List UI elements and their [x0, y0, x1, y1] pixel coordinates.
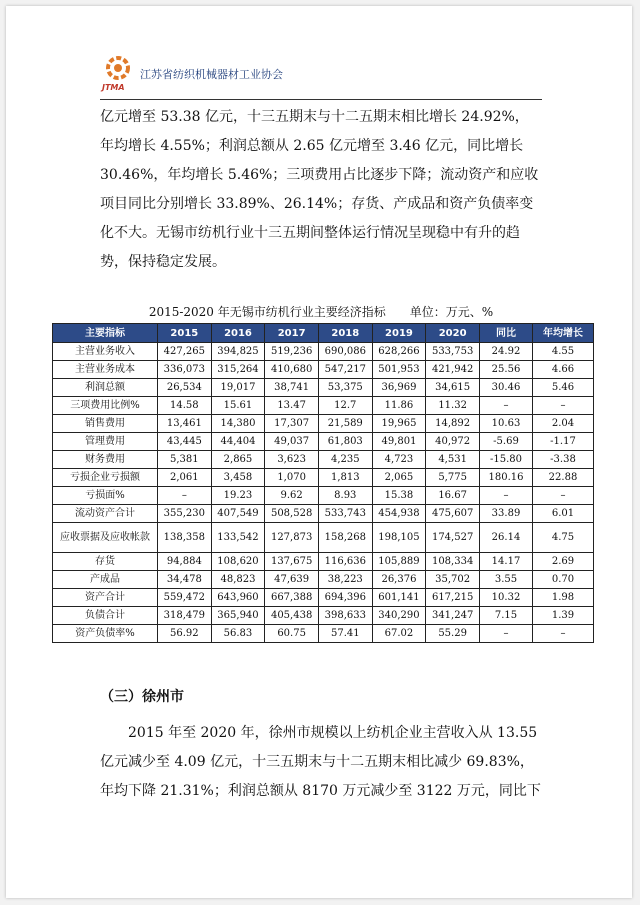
table-cell: 7.15	[480, 607, 533, 625]
row-label-cell: 销售费用	[53, 415, 158, 433]
table-row	[53, 487, 594, 505]
table-cell: 10.63	[480, 415, 533, 433]
row-label-cell: 存货	[53, 553, 158, 571]
text-line: 势，保持稳定发展。	[100, 254, 226, 270]
table-cell: 13.47	[265, 397, 319, 415]
table-row	[53, 451, 594, 469]
table-cell: 355,230	[158, 505, 212, 523]
table-cell: 21,589	[318, 415, 372, 433]
row-label-cell: 产成品	[53, 571, 158, 589]
table-cell: 628,266	[372, 343, 426, 361]
table-cell: 1.39	[533, 607, 594, 625]
table-cell: –	[480, 625, 533, 643]
table-cell: 3,623	[265, 451, 319, 469]
table-cell: 158,268	[318, 523, 372, 553]
table-cell: 10.32	[480, 589, 533, 607]
table-cell: 519,236	[265, 343, 319, 361]
table-cell: 105,889	[372, 553, 426, 571]
table-cell: 5,381	[158, 451, 212, 469]
table-cell: 26,376	[372, 571, 426, 589]
table-cell: 336,073	[158, 361, 212, 379]
table-cell: 2.69	[533, 553, 594, 571]
table-cell: 3,458	[211, 469, 265, 487]
table-cell: 365,940	[211, 607, 265, 625]
table-cell: 33.89	[480, 505, 533, 523]
table-row	[53, 415, 594, 433]
table-cell: 38,741	[265, 379, 319, 397]
text-line: 亿元减少至 4.09 亿元，十三五期末与十二五期末相比减少 69.83%，	[100, 754, 534, 770]
table-cell: 133,542	[211, 523, 265, 553]
table-cell: 4,235	[318, 451, 372, 469]
table-cell: 19,017	[211, 379, 265, 397]
table-cell: –	[480, 487, 533, 505]
table-cell: 315,264	[211, 361, 265, 379]
table-row	[53, 505, 594, 523]
table-cell: 617,215	[426, 589, 480, 607]
table-cell: 667,388	[265, 589, 319, 607]
table-cell: 108,620	[211, 553, 265, 571]
table-cell: 16.67	[426, 487, 480, 505]
text-line: 年均下降 21.31%；利润总额从 8170 万元减少至 3122 万元，同比下	[100, 783, 541, 799]
header-divider	[100, 99, 542, 100]
table-cell: 508,528	[265, 505, 319, 523]
table-cell: –	[533, 397, 594, 415]
table-cell: 4,723	[372, 451, 426, 469]
column-header: 年均增长	[533, 324, 594, 343]
table-cell: 13,461	[158, 415, 212, 433]
table-cell: 47,639	[265, 571, 319, 589]
row-label-cell: 管理费用	[53, 433, 158, 451]
table-cell: –	[533, 487, 594, 505]
table-cell: 0.70	[533, 571, 594, 589]
column-header: 2015	[158, 324, 212, 343]
table-cell: 4.75	[533, 523, 594, 553]
table-cell: 340,290	[372, 607, 426, 625]
table-cell: 533,743	[318, 505, 372, 523]
table-cell: 116,636	[318, 553, 372, 571]
table-cell: 9.62	[265, 487, 319, 505]
column-header: 2017	[265, 324, 319, 343]
section-title: （三）徐州市	[100, 689, 184, 705]
table-cell: 138,358	[158, 523, 212, 553]
table-cell: 2,865	[211, 451, 265, 469]
organization-name: 江苏省纺织机械器材工业协会	[140, 68, 283, 81]
table-cell: 407,549	[211, 505, 265, 523]
table-cell: 17,307	[265, 415, 319, 433]
row-label-cell: 三项费用比例%	[53, 397, 158, 415]
table-cell: 43,445	[158, 433, 212, 451]
table-cell: 427,265	[158, 343, 212, 361]
table-row	[53, 625, 594, 643]
table-cell: -15.80	[480, 451, 533, 469]
table-cell: 174,527	[426, 523, 480, 553]
table-row	[53, 397, 594, 415]
table-cell: –	[158, 487, 212, 505]
table-row	[53, 571, 594, 589]
table-cell: 60.75	[265, 625, 319, 643]
table-row	[53, 589, 594, 607]
table-header-row	[53, 324, 594, 343]
row-label-cell: 流动资产合计	[53, 505, 158, 523]
table-cell: 108,334	[426, 553, 480, 571]
logo-text: JTMA	[102, 83, 125, 92]
table-cell: 56.83	[211, 625, 265, 643]
column-header: 2019	[372, 324, 426, 343]
table-row	[53, 361, 594, 379]
table-cell: 34,615	[426, 379, 480, 397]
table-cell: 15.61	[211, 397, 265, 415]
table-row	[53, 553, 594, 571]
row-label-cell: 亏损企业亏损额	[53, 469, 158, 487]
table-cell: 49,037	[265, 433, 319, 451]
table-cell: 601,141	[372, 589, 426, 607]
table-cell: 34,478	[158, 571, 212, 589]
table-cell: 1,070	[265, 469, 319, 487]
page-header	[100, 54, 540, 100]
text-line: 30.46%，年均增长 5.46%；三项费用占比逐步下降；流动资产和应收	[100, 167, 539, 183]
table-cell: 56.92	[158, 625, 212, 643]
table-cell: 501,953	[372, 361, 426, 379]
row-label-cell: 亏损面%	[53, 487, 158, 505]
table-cell: 8.93	[318, 487, 372, 505]
table-cell: 22.88	[533, 469, 594, 487]
table-cell: 398,633	[318, 607, 372, 625]
table-cell: 40,972	[426, 433, 480, 451]
text-line: 年均增长 4.55%；利润总额从 2.65 亿元增至 3.46 亿元，同比增长	[100, 138, 524, 154]
table-caption: 2015-2020 年无锡市纺机行业主要经济指标 单位：万元、%	[148, 305, 494, 319]
text-line: 项目同比分别增长 33.89%、26.14%；存货、产成品和资产负债率变	[100, 196, 534, 212]
table-cell: 19,965	[372, 415, 426, 433]
row-label-cell: 利润总额	[53, 379, 158, 397]
table-cell: 1.98	[533, 589, 594, 607]
row-label-cell: 资产合计	[53, 589, 158, 607]
table-cell: 410,680	[265, 361, 319, 379]
table-cell: 26.14	[480, 523, 533, 553]
table-cell: 14,380	[211, 415, 265, 433]
table-cell: 2,061	[158, 469, 212, 487]
table-cell: 38,223	[318, 571, 372, 589]
table-cell: 4.55	[533, 343, 594, 361]
table-cell: 341,247	[426, 607, 480, 625]
table-cell: 14.58	[158, 397, 212, 415]
table-cell: 137,675	[265, 553, 319, 571]
table-cell: –	[480, 397, 533, 415]
table-cell: 475,607	[426, 505, 480, 523]
table-cell: -5.69	[480, 433, 533, 451]
text-line: 亿元增至 53.38 亿元，十三五期末与十二五期末相比增长 24.92%，	[100, 109, 529, 125]
table-cell: 53,375	[318, 379, 372, 397]
row-label-cell: 资产负债率%	[53, 625, 158, 643]
table-cell: 48,823	[211, 571, 265, 589]
row-label-cell: 应收票据及应收帐款	[53, 523, 158, 553]
table-cell: 11.32	[426, 397, 480, 415]
table-cell: 67.02	[372, 625, 426, 643]
table-cell: 5.46	[533, 379, 594, 397]
table-cell: 4.66	[533, 361, 594, 379]
table-cell: 3.55	[480, 571, 533, 589]
table-row	[53, 607, 594, 625]
table-cell: 421,942	[426, 361, 480, 379]
table-cell: 25.56	[480, 361, 533, 379]
text-line: 2015 年至 2020 年，徐州市规模以上纺机企业主营收入从 13.55	[100, 725, 538, 741]
table-cell: 547,217	[318, 361, 372, 379]
table-cell: 405,438	[265, 607, 319, 625]
table-cell: 44,404	[211, 433, 265, 451]
table-cell: 198,105	[372, 523, 426, 553]
table-cell: 57.41	[318, 625, 372, 643]
table-cell: -3.38	[533, 451, 594, 469]
table-cell: 5,775	[426, 469, 480, 487]
table-cell: 318,479	[158, 607, 212, 625]
table-cell: 394,825	[211, 343, 265, 361]
table-cell: –	[533, 625, 594, 643]
table-cell: 14.17	[480, 553, 533, 571]
row-label-cell: 主营业务收入	[53, 343, 158, 361]
table-cell: 36,969	[372, 379, 426, 397]
row-label-cell: 财务费用	[53, 451, 158, 469]
table-cell: 127,873	[265, 523, 319, 553]
table-cell: 11.86	[372, 397, 426, 415]
table-cell: 35,702	[426, 571, 480, 589]
table-cell: 533,753	[426, 343, 480, 361]
table-cell: 643,960	[211, 589, 265, 607]
table-cell: 30.46	[480, 379, 533, 397]
column-header: 2018	[318, 324, 372, 343]
table-row	[53, 343, 594, 361]
table-row	[53, 469, 594, 487]
economic-indicators-table	[52, 323, 594, 643]
table-cell: 55.29	[426, 625, 480, 643]
table-cell: 4,531	[426, 451, 480, 469]
table-cell: 180.16	[480, 469, 533, 487]
table-cell: 14,892	[426, 415, 480, 433]
table-cell: 1,813	[318, 469, 372, 487]
column-header: 2020	[426, 324, 480, 343]
table-cell: 26,534	[158, 379, 212, 397]
table-cell: 19.23	[211, 487, 265, 505]
table-cell: 454,938	[372, 505, 426, 523]
row-label-cell: 负债合计	[53, 607, 158, 625]
text-line: 化不大。无锡市纺机行业十三五期间整体运行情况呈现稳中有升的趋	[100, 225, 520, 241]
table-cell: 12.7	[318, 397, 372, 415]
table-cell: 690,086	[318, 343, 372, 361]
table-cell: 559,472	[158, 589, 212, 607]
table-cell: 2,065	[372, 469, 426, 487]
table-cell: 61,803	[318, 433, 372, 451]
column-header: 2016	[211, 324, 265, 343]
table-cell: 49,801	[372, 433, 426, 451]
table-cell: -1.17	[533, 433, 594, 451]
table-cell: 2.04	[533, 415, 594, 433]
column-header: 同比	[480, 324, 533, 343]
row-label-cell: 主营业务成本	[53, 361, 158, 379]
table-row	[53, 379, 594, 397]
column-header: 主要指标	[53, 324, 158, 343]
table-cell: 694,396	[318, 589, 372, 607]
table-row	[53, 523, 594, 553]
table-cell: 94,884	[158, 553, 212, 571]
section-paragraph	[100, 719, 542, 806]
table-row	[53, 433, 594, 451]
table-cell: 15.38	[372, 487, 426, 505]
table-cell: 24.92	[480, 343, 533, 361]
table-cell: 6.01	[533, 505, 594, 523]
intro-paragraph	[100, 103, 542, 277]
